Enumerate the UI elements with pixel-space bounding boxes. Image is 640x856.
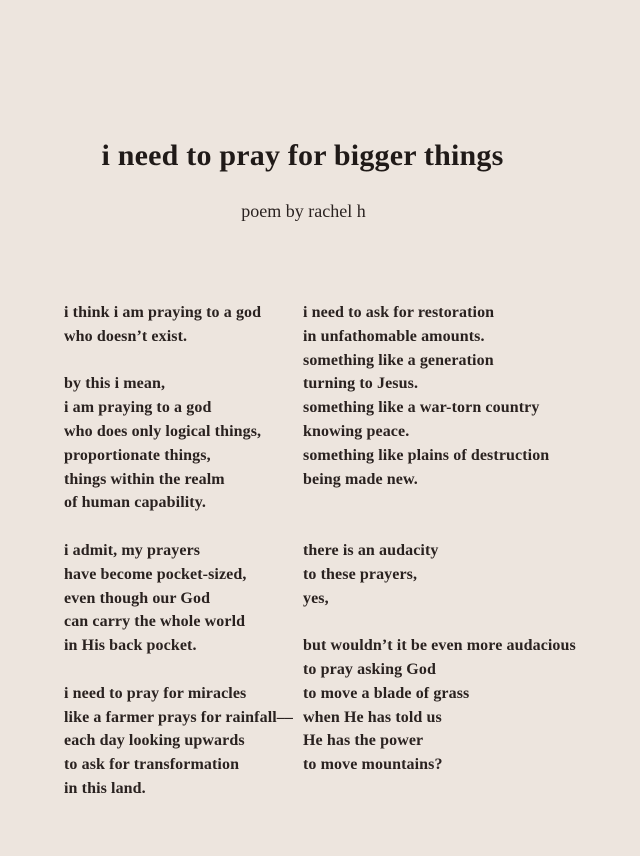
poem-line: i think i am praying to a god: [64, 304, 262, 321]
poem-line: turning to Jesus.: [303, 375, 419, 393]
poem-line: who doesn’t exist.: [64, 327, 188, 345]
poem-line: i need to ask for restoration: [303, 304, 495, 321]
poem-line: even though our God: [64, 589, 211, 607]
poem-column-right: [303, 301, 593, 777]
poem-line: i am praying to a god: [64, 399, 212, 417]
poem-line: by this i mean,: [64, 375, 166, 393]
poem-line: have become pocket-sized,: [64, 565, 247, 583]
poem-line: [303, 610, 593, 634]
poem-line: something like a generation: [303, 351, 494, 369]
poem-line: can carry the whole world: [64, 613, 246, 631]
poem-line: [64, 515, 302, 539]
poem-line: [303, 515, 593, 539]
poem-line: there is an audacity: [303, 541, 439, 559]
poem-line: to move mountains?: [303, 756, 443, 774]
poem-line: in this land.: [64, 779, 146, 797]
poem-line: to move a blade of grass: [303, 684, 470, 702]
poem-line: in unfathomable amounts.: [303, 327, 485, 345]
poem-line: proportionate things,: [64, 446, 211, 464]
poem-line: to pray asking God: [303, 660, 436, 678]
poem-line: being made new.: [303, 470, 418, 488]
poem-line: He has the power: [303, 732, 424, 750]
poem-line: i admit, my prayers: [64, 541, 201, 559]
poem-column-left: [64, 301, 302, 801]
poem-title: i need to pray for bigger things: [101, 139, 504, 172]
poem-line: when He has told us: [303, 708, 442, 726]
poem-line: i need to pray for miracles: [64, 684, 247, 702]
poem-line: [303, 491, 593, 515]
poem-byline: poem by rachel h: [241, 201, 366, 221]
poem-line: of human capability.: [64, 494, 207, 512]
poem-line: to these prayers,: [303, 565, 418, 583]
poem-line: something like plains of destruction: [303, 446, 550, 464]
poem-line: [64, 349, 302, 373]
poem-line: who does only logical things,: [64, 422, 262, 440]
poem-line: yes,: [303, 589, 329, 607]
poem-line: like a farmer prays for rainfall––: [64, 708, 293, 726]
poem-line: in His back pocket.: [64, 637, 197, 655]
poem-line: but wouldn’t it be even more audacious: [303, 637, 576, 655]
poem-line: things within the realm: [64, 470, 225, 488]
poem-line: to ask for transformation: [64, 756, 240, 774]
poem-line: knowing peace.: [303, 422, 410, 440]
poem-line: something like a war-torn country: [303, 399, 540, 417]
poem-line: [64, 658, 302, 682]
poem-line: each day looking upwards: [64, 732, 245, 750]
